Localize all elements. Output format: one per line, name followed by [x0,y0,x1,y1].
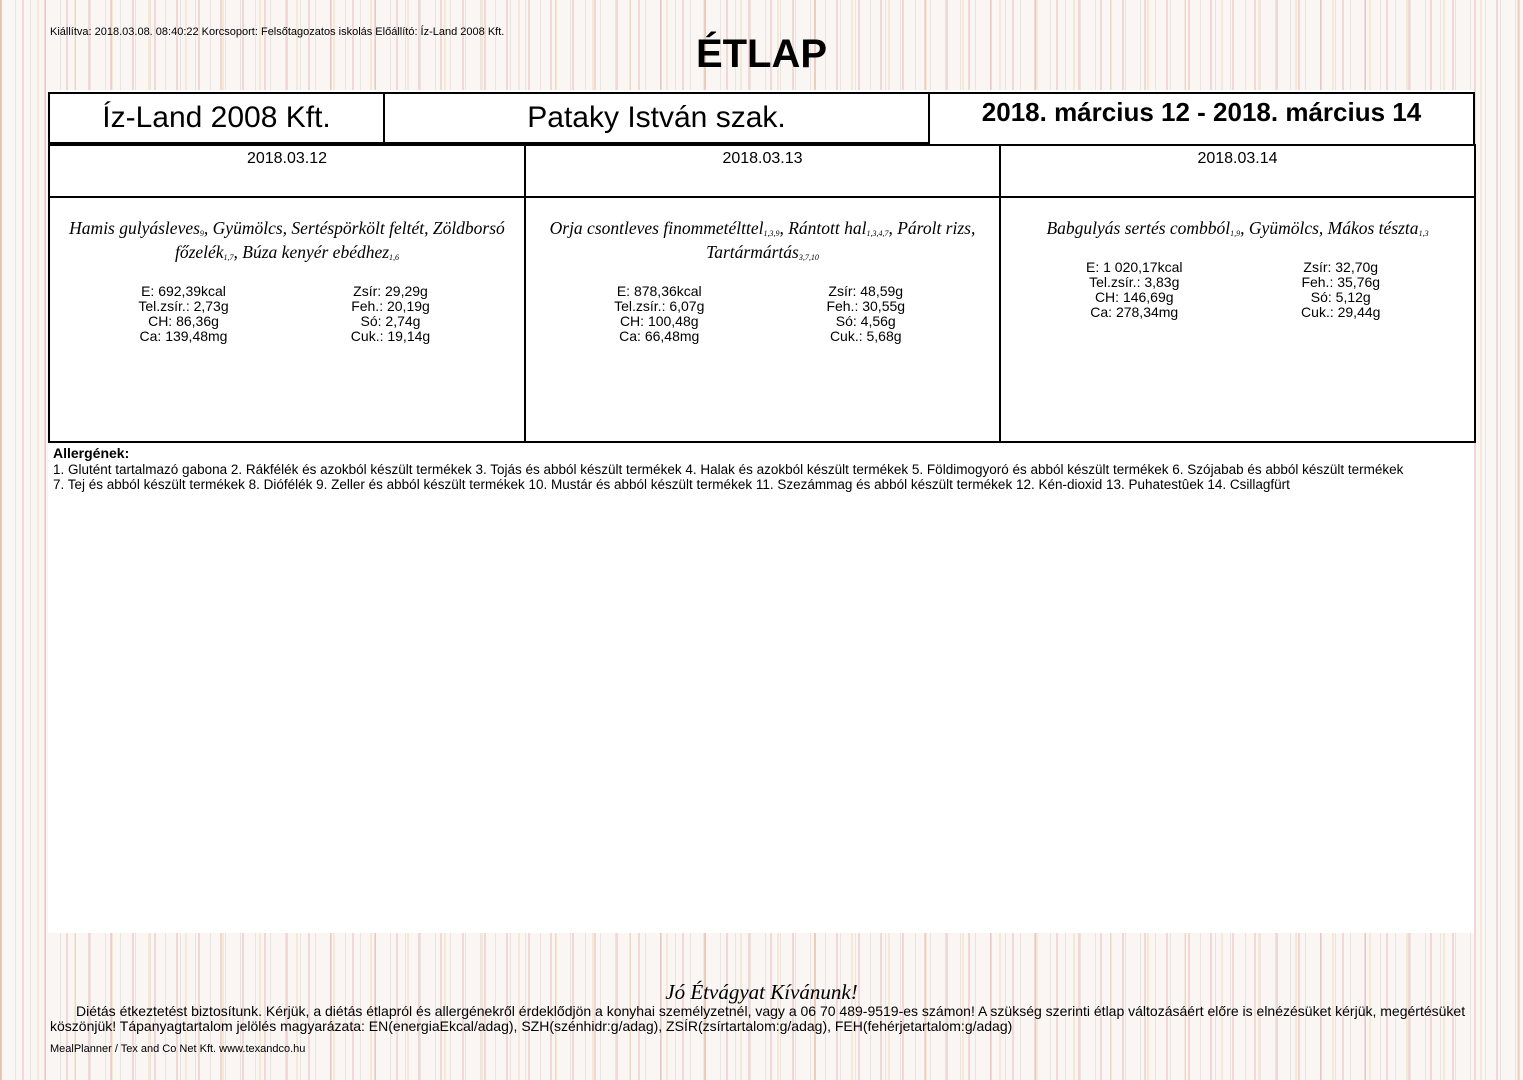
issue-meta: Kiállítva: 2018.03.08. 08:40:22 Korcsoport: Felsőtagozatos iskolás Előállító: Íz-Land 2008 Kft. [50,26,505,38]
menu-items [1019,218,1456,242]
nutrition-carbs: CH: 146,69g [1094,289,1174,305]
allergen-codes: 1,7 [223,253,234,262]
nutrition-calcium: Ca: 139,48mg [139,328,228,344]
menu-item: Babgulyás sertés combból [1046,218,1231,238]
company-name-text: Íz-Land 2008 Kft. [102,101,331,134]
allergen-codes: 1,6 [389,253,400,262]
nutrition-energy: E: 692,39kcal [141,283,226,299]
nutrition-energy: E: 878,36kcal [616,283,702,299]
footer-note: Diétás étkeztetést biztosítunk. Kérjük, a diétás étlapról és allergénekről érdeklődjön a konyhai személyzetnél, vagy a 06 70 489-9519-es számon! A szükség szerinti étlap változásáért előre is elnézésüket kérjük, megértésüket köszönjük! Tápanyagtartalom jelölés magyarázata: EN(energiaEkcal/adag), SZH(szénhidr:g/adag), ZSÍR(zsírtartalom:g/adag), FEH(fehérjetartalom:g/adag) [50,1003,1466,1034]
menu-item: Hamis gulyásleves [69,218,200,238]
allergen-codes: 1,3 [1418,229,1429,238]
menu-item: , Párolt rizs, Tartármártás [706,218,976,262]
nutrition-carbs: CH: 86,36g [148,313,219,329]
menu-item: , Búza kenyér ebédhez [233,242,390,262]
nutrition-fat: Zsír: 29,29g [353,283,428,299]
school-name [383,92,930,144]
day-menu-cell [999,196,1476,443]
footer-credit: MealPlanner / Tex and Co Net Kft. www.texandco.hu [50,1043,306,1055]
allergen-codes: 1,3,4,7 [866,229,889,238]
day-date: 2018.03.12 [48,144,526,198]
menu-item: Orja csontleves finommetélttel [549,218,764,238]
nutrition-protein: Feh.: 20,19g [351,298,430,314]
nutrition-calcium: Ca: 278,34mg [1090,304,1179,320]
allergen-heading: Allergének: [53,445,130,461]
allergen-codes: 1,9 [1230,229,1241,238]
nutrition-table [556,284,969,344]
menu-item: , Gyümölcs, Sertéspörkölt feltét, Zöldborsó főzelék [174,218,505,262]
nutrition-calcium: Ca: 66,48mg [619,328,700,344]
nutrition-energy: E: 1 020,17kcal [1085,259,1183,275]
allergen-codes: 3,7,10 [798,253,819,262]
allergen-codes: 9 [199,229,204,238]
nutrition-fat: Zsír: 32,70g [1303,259,1379,275]
school-name-text: Pataky István szak. [527,101,786,134]
nutrition-salt: Só: 2,74g [360,313,421,329]
nutrition-carbs: CH: 100,48g [619,313,699,329]
nutrition-saturated-fat: Tel.zsír.: 6,07g [614,298,705,314]
nutrition-table [1031,260,1444,320]
page-title: ÉTLAP [695,32,828,76]
nutrition-salt: Só: 5,12g [1310,289,1371,305]
nutrition-saturated-fat: Tel.zsír.: 3,83g [1089,274,1180,290]
nutrition-protein: Feh.: 35,76g [1301,274,1381,290]
menu-item: , Gyümölcs, Mákos tészta [1240,218,1419,238]
nutrition-salt: Só: 4,56g [835,313,896,329]
nutrition-saturated-fat: Tel.zsír.: 2,73g [138,298,229,314]
nutrition-sugar: Cuk.: 19,14g [350,328,431,344]
nutrition-sugar: Cuk.: 5,68g [829,328,902,344]
day-menu-cell [524,196,1001,443]
nutrition-table [80,284,494,344]
date-range-text: 2018. március 12 - 2018. március 14 [981,97,1422,127]
menu-items [544,218,981,266]
menu-items [68,218,506,266]
company-name [48,92,385,144]
nutrition-sugar: Cuk.: 29,44g [1301,304,1381,320]
day-date: 2018.03.13 [524,144,1001,198]
menu-item: , Rántott hal [779,218,867,238]
day-menu-cell [48,196,526,443]
date-range [928,92,1475,146]
day-date: 2018.03.14 [999,144,1476,198]
nutrition-fat: Zsír: 48,59g [828,283,904,299]
footer-wish: Jó Étvágyat Kívánunk! [665,980,858,1004]
allergen-codes: 1,3,9 [763,229,780,238]
nutrition-protein: Feh.: 30,55g [826,298,906,314]
allergen-legend: 1. Glutént tartalmazó gabona 2. Rákfélék és azokból készült termékek 3. Tojás és abból készült termékek 4. Halak és azokból készült termékek 5. Földimogyoró és abból készült termékek 6. Szójabab és abból készült termékek 7. Tej és abból készült termékek 8. Diófélék 9. Zeller és abból készült termékek 10. Mustár és abból készült termékek 11. Szezámmag és abból készült termékek 12. Kén-dioxid 13. Puhatestûek 14. Csillagfürt [53,462,1404,492]
